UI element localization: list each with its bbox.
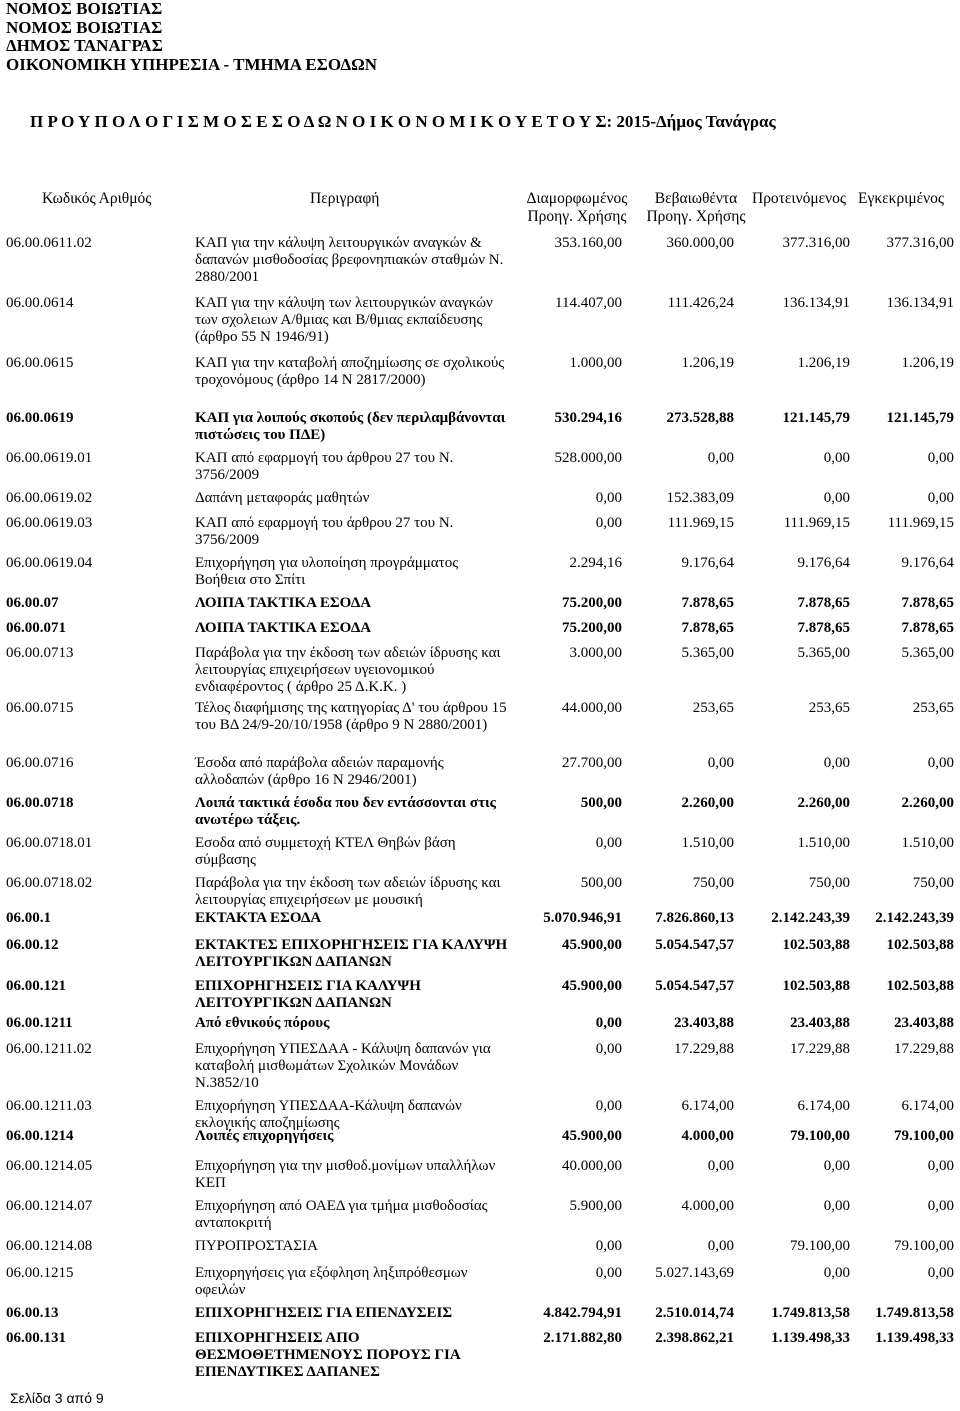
row-approved-amount: 0,00 [927, 450, 954, 466]
row-proposed-amount: 0,00 [823, 1158, 850, 1174]
row-proposed-amount: 111.969,15 [783, 515, 850, 531]
header-line-3: ΔΗΜΟΣ ΤΑΝΑΓΡΑΣ [6, 36, 163, 55]
row-description: ΕΠΙΧΟΡΗΓΗΣΕΙΣ ΓΙΑ ΕΠΕΝΔΥΣΕΙΣ [195, 1305, 453, 1321]
row-proposed-amount: 0,00 [823, 1265, 850, 1281]
row-code: 06.00.13 [6, 1305, 59, 1321]
row-description: Επιχορήγηση ΥΠΕΣΔΑΑ - Κάλυψη δαπανών για καταβολή μισθωμάτων Σχολικών Μονάδων Ν.3852/10 [195, 1041, 491, 1091]
row-approved-amount: 1.749.813,58 [875, 1305, 954, 1321]
row-amended-amount: 0,00 [595, 1015, 622, 1031]
row-confirmed-amount: 7.826.860,13 [655, 910, 734, 926]
row-confirmed-amount: 2.510.014,74 [655, 1305, 734, 1321]
row-confirmed-amount: 6.174,00 [681, 1098, 734, 1114]
row-description: ΚΑΠ από εφαρμογή του άρθρου 27 του Ν. 3756/2009 [195, 515, 454, 548]
row-code: 06.00.1214 [6, 1128, 74, 1144]
row-approved-amount: 750,00 [912, 875, 954, 891]
row-proposed-amount: 2.142.243,39 [771, 910, 850, 926]
row-amended-amount: 45.900,00 [562, 978, 622, 994]
row-description: Επιχορήγηση για υλοποίηση προγράμματος Βοήθεια στο Σπίτι [195, 555, 459, 588]
row-approved-amount: 9.176,64 [901, 555, 954, 571]
row-confirmed-amount: 111.426,24 [667, 295, 734, 311]
row-code: 06.00.0619.02 [6, 490, 93, 506]
row-approved-amount: 7.878,65 [901, 595, 954, 611]
row-confirmed-amount: 9.176,64 [681, 555, 734, 571]
row-description: ΚΑΠ για την κάλυψη λειτουργικών αναγκών & δαπανών μισθοδοσίας βρεφονηπιακών σταθμών Ν. 2880/2001 [195, 235, 504, 285]
row-code: 06.00.12 [6, 937, 59, 953]
row-proposed-amount: 5.365,00 [797, 645, 850, 661]
row-description: ΕΠΙΧΟΡΗΓΗΣΕΙΣ ΑΠΟ ΘΕΣΜΟΘΕΤΗΜΕΝΟΥΣ ΠΟΡΟΥΣ ΓΙΑ ΕΠΕΝΔΥΤΙΚΕΣ ΔΑΠΑΝΕΣ [195, 1330, 460, 1380]
row-amended-amount: 3.000,00 [569, 645, 622, 661]
row-proposed-amount: 2.260,00 [797, 795, 850, 811]
row-proposed-amount: 23.403,88 [790, 1015, 850, 1031]
row-code: 06.00.131 [6, 1330, 66, 1346]
row-confirmed-amount: 750,00 [692, 875, 734, 891]
row-code: 06.00.1211.03 [6, 1098, 92, 1114]
row-approved-amount: 0,00 [927, 490, 954, 506]
row-approved-amount: 7.878,65 [901, 620, 954, 636]
row-proposed-amount: 136.134,91 [782, 295, 850, 311]
row-amended-amount: 0,00 [595, 1265, 622, 1281]
row-code: 06.00.0713 [6, 645, 74, 661]
row-proposed-amount: 79.100,00 [790, 1238, 850, 1254]
row-proposed-amount: 253,65 [808, 700, 850, 716]
row-code: 06.00.1214.05 [6, 1158, 93, 1174]
column-header-amended: Διαμορφωμένος Προηγ. Χρήσης [526, 190, 628, 225]
row-description: Εσοδα από συμμετοχή ΚΤΕΛ Θηβών βάση σύμβασης [195, 835, 456, 868]
row-confirmed-amount: 111.969,15 [667, 515, 734, 531]
row-code: 06.00.0619.04 [6, 555, 93, 571]
page-number: Σελίδα 3 από 9 [10, 1390, 104, 1406]
row-amended-amount: 75.200,00 [562, 620, 622, 636]
header-line-4: ΟΙΚΟΝΟΜΙΚΗ ΥΠΗΡΕΣΙΑ - ΤΜΗΜΑ ΕΣΟΔΩΝ [6, 54, 378, 74]
row-approved-amount: 1.510,00 [901, 835, 954, 851]
row-description: ΚΑΠ για την καταβολή αποζημίωσης σε σχολικούς τροχονόμους (άρθρο 14 Ν 2817/2000) [195, 355, 505, 388]
row-proposed-amount: 79.100,00 [790, 1128, 850, 1144]
row-code: 06.00.1211.02 [6, 1041, 92, 1057]
row-amended-amount: 0,00 [595, 1098, 622, 1114]
row-amended-amount: 27.700,00 [562, 755, 622, 771]
row-approved-amount: 253,65 [912, 700, 954, 716]
row-proposed-amount: 0,00 [823, 490, 850, 506]
row-code: 06.00.0619 [6, 410, 74, 426]
row-proposed-amount: 7.878,65 [797, 595, 850, 611]
column-header-description: Περιγραφή [310, 190, 380, 207]
row-description: ΛΟΙΠΑ ΤΑΚΤΙΚΑ ΕΣΟΔΑ [195, 620, 372, 636]
row-description: Επιχορήγηση ΥΠΕΣΔΑΑ-Κάλυψη δαπανών εκλογικής αποζημίωσης [195, 1098, 462, 1131]
row-confirmed-amount: 2.398.862,21 [655, 1330, 734, 1346]
row-approved-amount: 79.100,00 [894, 1128, 954, 1144]
row-description: Επιχορηγήσεις για εξόφληση ληξιπρόθεσμων οφειλών [195, 1265, 468, 1298]
row-confirmed-amount: 4.000,00 [681, 1128, 734, 1144]
row-code: 06.00.071 [6, 620, 66, 636]
row-confirmed-amount: 152.383,09 [666, 490, 734, 506]
row-confirmed-amount: 4.000,00 [681, 1198, 734, 1214]
row-description: Επιχορήγηση από ΟΑΕΔ για τμήμα μισθοδοσίας ανταποκριτή [195, 1198, 488, 1231]
row-description: Λοιπές επιχορηγήσεις [195, 1128, 334, 1144]
row-amended-amount: 5.900,00 [569, 1198, 622, 1214]
column-header-code: Κωδικός Αριθμός [42, 190, 152, 207]
row-confirmed-amount: 0,00 [707, 1238, 734, 1254]
document-header [6, 0, 377, 74]
row-code: 06.00.0718.01 [6, 835, 93, 851]
row-amended-amount: 0,00 [595, 1041, 622, 1057]
row-approved-amount: 0,00 [927, 1265, 954, 1281]
row-confirmed-amount: 253,65 [692, 700, 734, 716]
row-approved-amount: 2.260,00 [901, 795, 954, 811]
header-line-2: ΝΟΜΟΣ ΒΟΙΩΤΙΑΣ [6, 17, 163, 37]
row-approved-amount: 0,00 [927, 1198, 954, 1214]
row-code: 06.00.1 [6, 910, 51, 926]
row-description: Λοιπά τακτικά έσοδα που δεν εντάσσονται στις ανωτέρω τάξεις. [195, 795, 496, 828]
column-header-proposed: Προτεινόμενος [752, 190, 847, 207]
row-description: Παράβολα για την έκδοση των αδειών ίδρυσης και λειτουργίας επιχειρήσεων υγειονομικού ενδιαφέροντος ( άρθρο 25 Δ.Κ.Κ. ) [195, 645, 501, 695]
row-amended-amount: 45.900,00 [562, 1128, 622, 1144]
row-approved-amount: 102.503,88 [886, 937, 954, 953]
row-code: 06.00.07 [6, 595, 59, 611]
row-description: ΚΑΠ από εφαρμογή του άρθρου 27 του Ν. 3756/2009 [195, 450, 454, 483]
row-approved-amount: 121.145,79 [886, 410, 954, 426]
row-proposed-amount: 7.878,65 [797, 620, 850, 636]
row-amended-amount: 114.407,00 [555, 295, 622, 311]
row-description: ΚΑΠ για την κάλυψη των λειτουργικών αναγκών των σχολειων Α/θμιας και Β/θμιας εκπαίδευσης (άρθρο 55 Ν 1946/91) [195, 295, 493, 345]
row-confirmed-amount: 17.229,88 [674, 1041, 734, 1057]
row-amended-amount: 528.000,00 [554, 450, 622, 466]
row-proposed-amount: 750,00 [808, 875, 850, 891]
row-proposed-amount: 377.316,00 [782, 235, 850, 251]
row-proposed-amount: 6.174,00 [797, 1098, 850, 1114]
budget-title: Π Ρ Ο Υ Π Ο Λ Ο Γ Ι Σ Μ Ο Σ Ε Σ Ο Δ Ω Ν Ο Ι Κ Ο Ν Ο Μ Ι Κ Ο Υ Ε Τ Ο Υ Σ: 2015-Δήμος Τανάγρας [30, 112, 776, 131]
row-approved-amount: 6.174,00 [901, 1098, 954, 1114]
row-confirmed-amount: 5.027.143,69 [655, 1265, 734, 1281]
row-approved-amount: 377.316,00 [886, 235, 954, 251]
row-code: 06.00.0615 [6, 355, 74, 371]
row-confirmed-amount: 23.403,88 [674, 1015, 734, 1031]
row-description: Δαπάνη μεταφοράς μαθητών [195, 490, 370, 506]
row-proposed-amount: 1.510,00 [797, 835, 850, 851]
row-proposed-amount: 0,00 [823, 755, 850, 771]
row-amended-amount: 353.160,00 [554, 235, 622, 251]
row-code: 06.00.1214.07 [6, 1198, 93, 1214]
column-header-confirmed: Βεβαιωθέντα Προηγ. Χρήσης [646, 190, 746, 225]
row-approved-amount: 102.503,88 [886, 978, 954, 994]
row-confirmed-amount: 5.054.547,57 [655, 978, 734, 994]
row-amended-amount: 500,00 [580, 875, 622, 891]
row-approved-amount: 79.100,00 [894, 1238, 954, 1254]
row-confirmed-amount: 7.878,65 [681, 620, 734, 636]
row-proposed-amount: 121.145,79 [782, 410, 850, 426]
row-proposed-amount: 1.206,19 [797, 355, 850, 371]
row-approved-amount: 0,00 [927, 1158, 954, 1174]
row-confirmed-amount: 0,00 [707, 450, 734, 466]
row-approved-amount: 111.969,15 [887, 515, 954, 531]
row-amended-amount: 75.200,00 [562, 595, 622, 611]
row-amended-amount: 2.294,16 [569, 555, 622, 571]
row-description: ΛΟΙΠΑ ΤΑΚΤΙΚΑ ΕΣΟΔΑ [195, 595, 372, 611]
row-proposed-amount: 1.749.813,58 [771, 1305, 850, 1321]
row-confirmed-amount: 273.528,88 [666, 410, 734, 426]
row-confirmed-amount: 7.878,65 [681, 595, 734, 611]
row-code: 06.00.1214.08 [6, 1238, 93, 1254]
row-proposed-amount: 1.139.498,33 [771, 1330, 850, 1346]
row-description: Από εθνικούς πόρους [195, 1015, 330, 1031]
row-confirmed-amount: 2.260,00 [681, 795, 734, 811]
row-amended-amount: 2.171.882,80 [543, 1330, 622, 1346]
row-code: 06.00.1215 [6, 1265, 74, 1281]
row-confirmed-amount: 1.206,19 [681, 355, 734, 371]
row-amended-amount: 4.842.794,91 [543, 1305, 622, 1321]
row-approved-amount: 1.206,19 [901, 355, 954, 371]
row-code: 06.00.121 [6, 978, 66, 994]
row-approved-amount: 2.142.243,39 [875, 910, 954, 926]
row-proposed-amount: 0,00 [823, 450, 850, 466]
row-code: 06.00.0716 [6, 755, 74, 771]
row-description: ΕΚΤΑΚΤΑ ΕΣΟΔΑ [195, 910, 322, 926]
row-description: Επιχορήγηση για την μισθοδ.μονίμων υπαλλήλων ΚΕΠ [195, 1158, 496, 1191]
row-amended-amount: 1.000,00 [569, 355, 622, 371]
row-amended-amount: 500,00 [580, 795, 622, 811]
row-amended-amount: 5.070.946,91 [543, 910, 622, 926]
row-proposed-amount: 0,00 [823, 1198, 850, 1214]
row-description: ΠΥΡΟΠΡΟΣΤΑΣΙΑ [195, 1238, 318, 1254]
row-code: 06.00.0718 [6, 795, 74, 811]
row-description: ΕΚΤΑΚΤΕΣ ΕΠΙΧΟΡΗΓΗΣΕΙΣ ΓΙΑ ΚΑΛΥΨΗ ΛΕΙΤΟΥΡΓΙΚΩΝ ΔΑΠΑΝΩΝ [195, 937, 508, 970]
row-approved-amount: 0,00 [927, 755, 954, 771]
row-confirmed-amount: 5.054.547,57 [655, 937, 734, 953]
row-confirmed-amount: 1.510,00 [681, 835, 734, 851]
row-amended-amount: 0,00 [595, 490, 622, 506]
row-approved-amount: 5.365,00 [901, 645, 954, 661]
row-code: 06.00.0611.02 [6, 235, 92, 251]
column-header-approved: Εγκεκριμένος [858, 190, 945, 207]
row-amended-amount: 0,00 [595, 515, 622, 531]
row-approved-amount: 23.403,88 [894, 1015, 954, 1031]
row-amended-amount: 45.900,00 [562, 937, 622, 953]
row-code: 06.00.0718.02 [6, 875, 93, 891]
row-description: Τέλος διαφήμισης της κατηγορίας Δ' του άρθρου 15 του ΒΔ 24/9-20/10/1958 (άρθρο 9 Ν 2880/2001) [195, 700, 507, 733]
row-code: 06.00.0619.01 [6, 450, 93, 466]
row-description: Έσοδα από παράβολα αδειών παραμονής αλλοδαπών (άρθρο 16 Ν 2946/2001) [195, 755, 444, 788]
row-amended-amount: 0,00 [595, 1238, 622, 1254]
row-code: 06.00.0715 [6, 700, 74, 716]
row-confirmed-amount: 0,00 [707, 755, 734, 771]
row-approved-amount: 1.139.498,33 [875, 1330, 954, 1346]
row-confirmed-amount: 360.000,00 [666, 235, 734, 251]
row-description: ΕΠΙΧΟΡΗΓΗΣΕΙΣ ΓΙΑ ΚΑΛΥΨΗ ΛΕΙΤΟΥΡΓΙΚΩΝ ΔΑΠΑΝΩΝ [195, 978, 421, 1011]
row-confirmed-amount: 5.365,00 [681, 645, 734, 661]
row-description: Παράβολα για την έκδοση των αδειών ίδρυσης και λειτουργίας επιχειρήσεων με μουσική [195, 875, 501, 908]
row-code: 06.00.0619.03 [6, 515, 93, 531]
row-proposed-amount: 17.229,88 [790, 1041, 850, 1057]
row-approved-amount: 17.229,88 [894, 1041, 954, 1057]
row-description: ΚΑΠ για λοιπούς σκοπούς (δεν περιλαμβάνονται πιστώσεις του ΠΔΕ) [195, 410, 506, 443]
row-amended-amount: 0,00 [595, 835, 622, 851]
row-amended-amount: 44.000,00 [562, 700, 622, 716]
row-proposed-amount: 9.176,64 [797, 555, 850, 571]
row-code: 06.00.0614 [6, 295, 74, 311]
row-proposed-amount: 102.503,88 [782, 937, 850, 953]
header-line-1: ΝΟΜΟΣ ΒΟΙΩΤΙΑΣ [6, 0, 163, 18]
row-amended-amount: 40.000,00 [562, 1158, 622, 1174]
row-code: 06.00.1211 [6, 1015, 73, 1031]
row-approved-amount: 136.134,91 [886, 295, 954, 311]
row-proposed-amount: 102.503,88 [782, 978, 850, 994]
row-confirmed-amount: 0,00 [707, 1158, 734, 1174]
row-amended-amount: 530.294,16 [554, 410, 622, 426]
